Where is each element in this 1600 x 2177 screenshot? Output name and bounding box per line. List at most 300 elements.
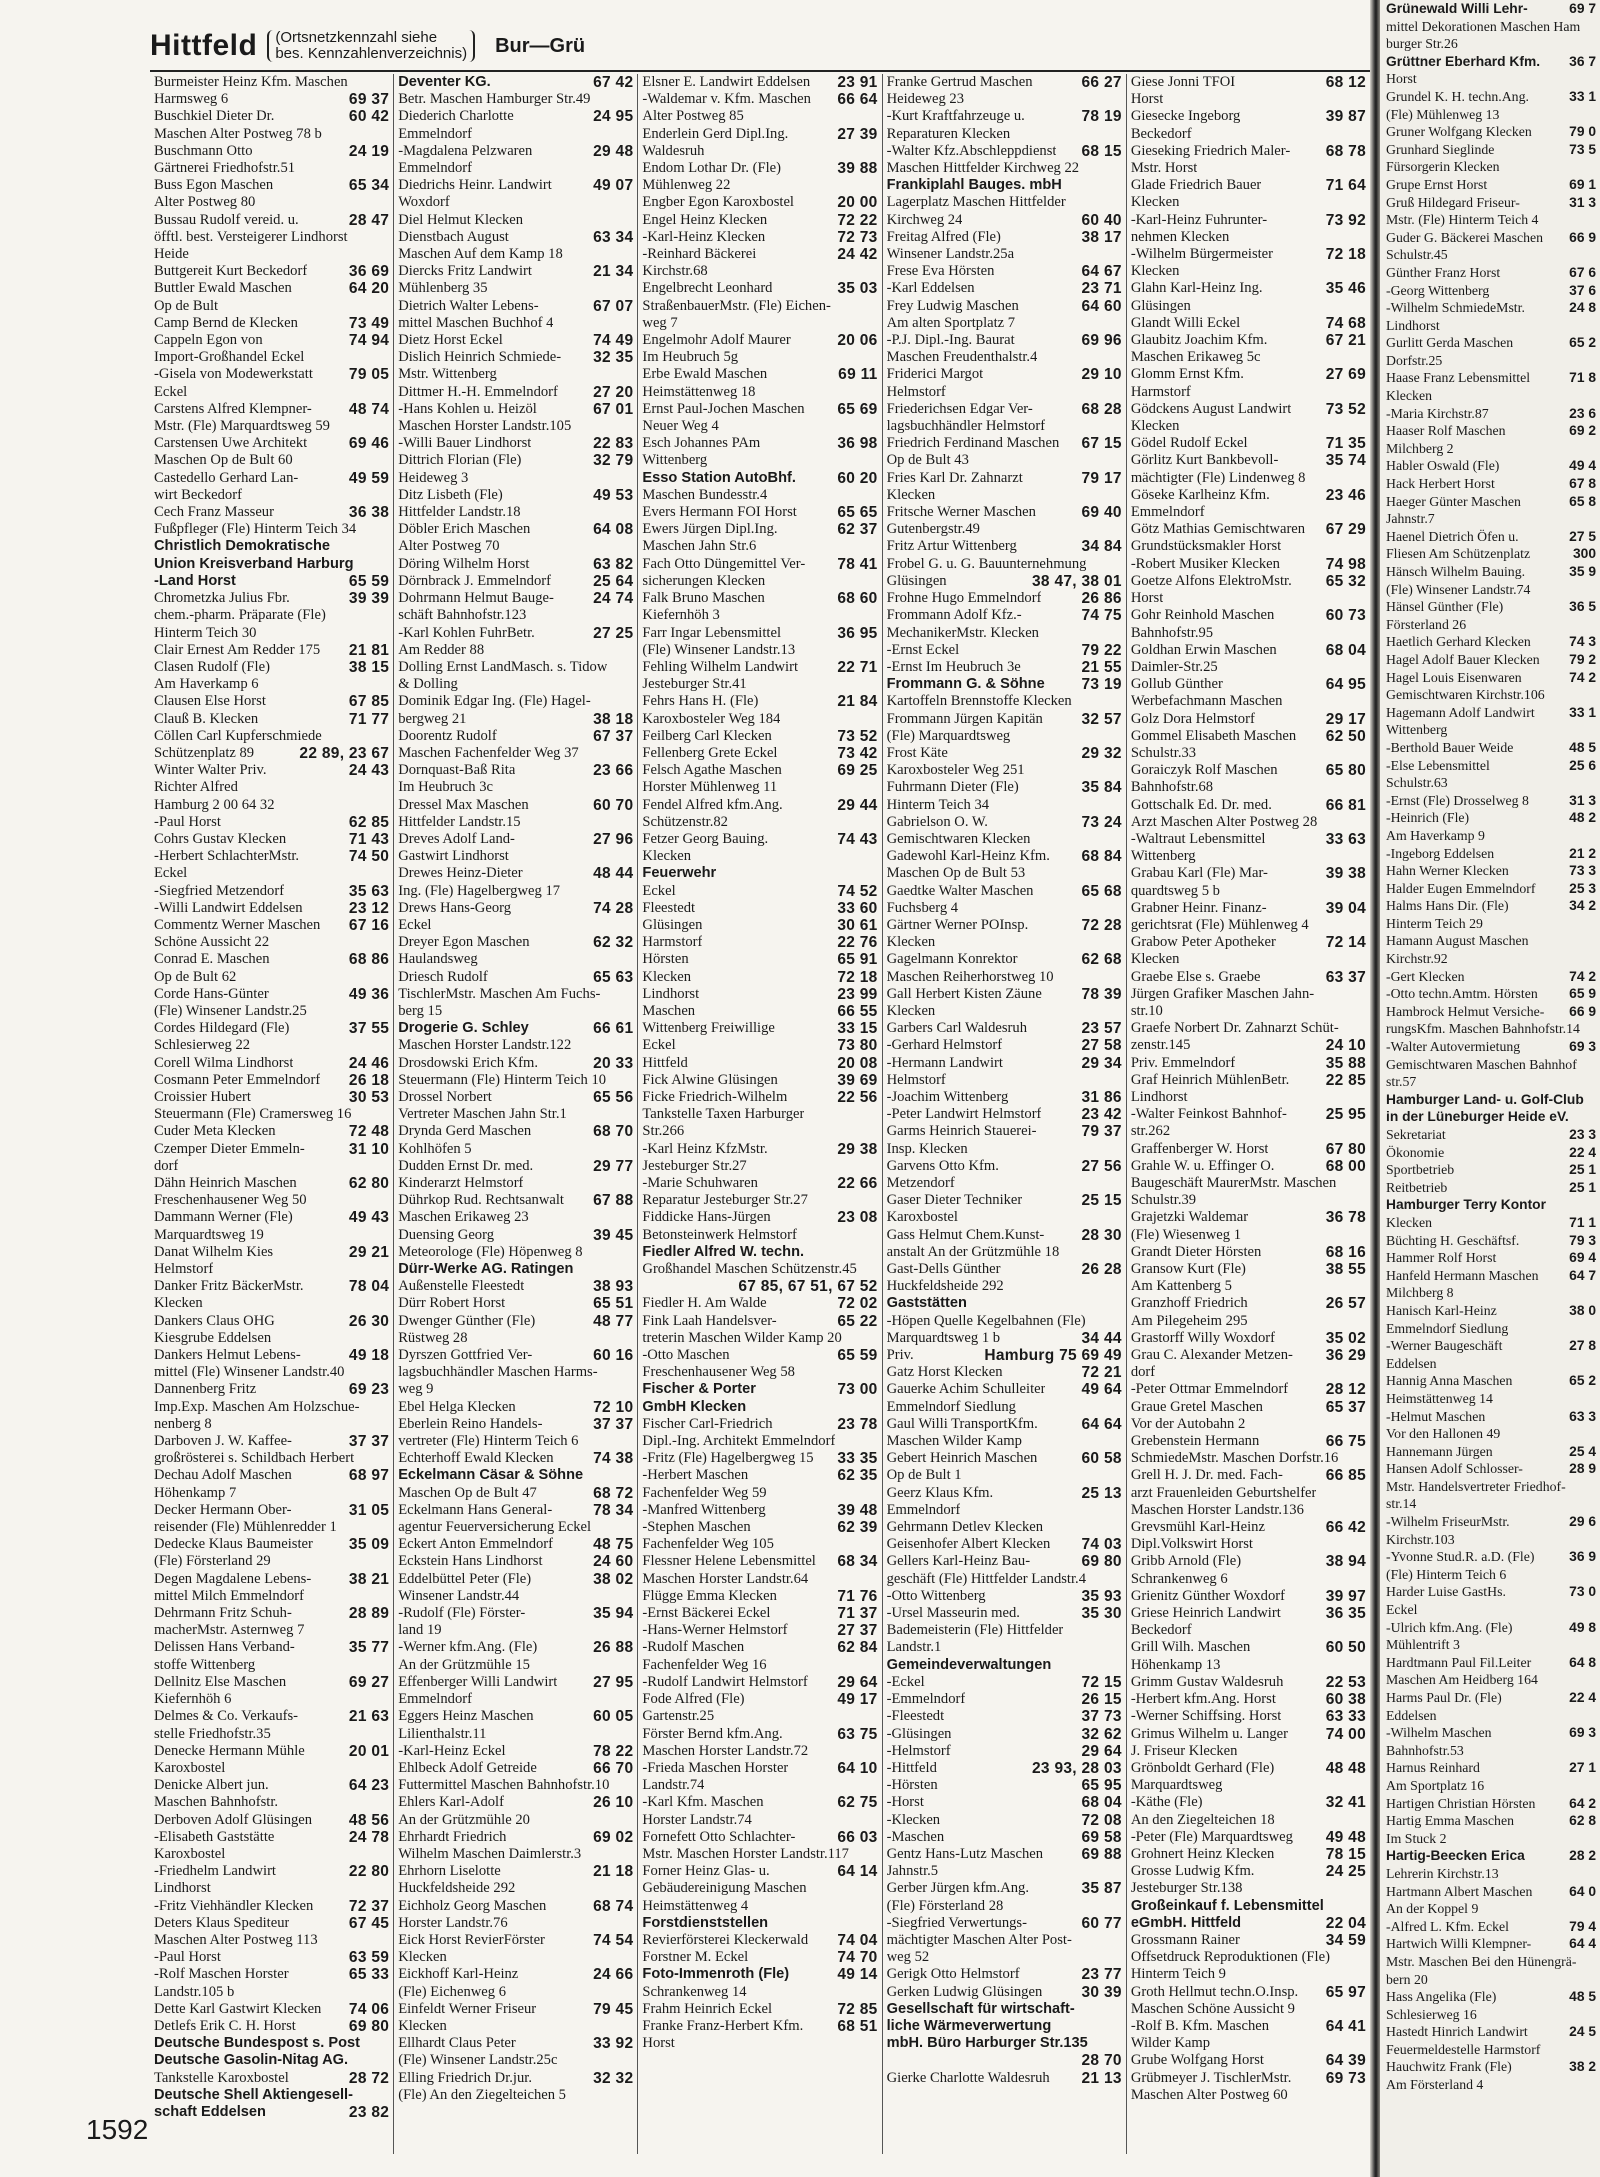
- entry-phone: 49 14: [837, 1966, 878, 1984]
- entry-name: Grüttner Eberhard Kfm.: [1386, 53, 1541, 69]
- entry-phone: 72 48: [348, 1123, 390, 1141]
- listing-entry: [642, 263, 877, 280]
- entry-phone: 65 37: [1325, 1398, 1367, 1416]
- listing-entry: [887, 194, 1122, 211]
- entry-name: Imp.Exp. Maschen Am Holzschue-: [154, 1398, 360, 1415]
- entry-name: Höhenkamp 13: [1130, 1656, 1221, 1673]
- listing-entry: [398, 883, 633, 900]
- entry-name: Felsch Agathe Maschen: [642, 762, 782, 779]
- entry-name: Milchberg 8: [1386, 1285, 1454, 1301]
- entry-name: Maschen Alter Postweg 113: [154, 1931, 318, 1948]
- entry-name: mbH. Büro Harburger Str.135: [886, 2035, 1088, 2052]
- listing-entry: [1380, 1179, 1600, 1197]
- listing-entry: [398, 74, 633, 91]
- entry-name: str.57: [1386, 1074, 1417, 1090]
- entry-name: Eberlein Reino Handels-: [398, 1415, 543, 1432]
- entry-phone: 68 60: [837, 590, 878, 608]
- entry-name: Ficke Friedrich-Wilhelm: [642, 1088, 788, 1105]
- entry-phone: 66 03: [837, 1828, 878, 1846]
- listing-entry: [1380, 1830, 1600, 1848]
- entry-name: Bahnhofstr.53: [1386, 1742, 1464, 1758]
- listing-entry: [887, 108, 1122, 125]
- entry-phone: 69 96: [1081, 332, 1122, 350]
- entry-phone: 65 91: [837, 951, 878, 969]
- listing-entry: [398, 1588, 633, 1605]
- entry-phone: 31 3: [1569, 194, 1596, 210]
- entry-phone: 35 63: [348, 882, 390, 900]
- entry-name: Mstr. Wittenberg: [398, 366, 497, 383]
- listing-entry: [887, 1502, 1122, 1519]
- listing-entry: [642, 504, 877, 521]
- listing-entry: [887, 212, 1122, 229]
- listing-entry: [1380, 1636, 1600, 1654]
- entry-phone: 79 05: [348, 366, 390, 384]
- entry-name: Hardtmann Paul Fil.Leiter: [1386, 1654, 1532, 1670]
- entry-name: Neuer Weg 4: [642, 418, 719, 435]
- entry-phone: 78 39: [1081, 985, 1122, 1003]
- listing-entry: [887, 143, 1122, 160]
- entry-name: Dannenberg Fritz: [154, 1381, 257, 1398]
- entry-name: Dette Karl Gastwirt Klecken: [154, 2000, 322, 2017]
- entry-phone: 20 08: [837, 1054, 878, 1072]
- listing-entry: [1131, 74, 1366, 91]
- entry-name: -Klecken: [886, 1811, 941, 1828]
- listing-entry: [887, 1450, 1122, 1467]
- listing-entry: [1380, 1548, 1600, 1566]
- listing-entry: [154, 625, 389, 642]
- listing-entry: [887, 1209, 1122, 1226]
- listing-entry: [642, 1003, 877, 1020]
- entry-name: Maschen Alter Postweg 60: [1130, 2086, 1288, 2103]
- entry-phone: 35 03: [837, 280, 878, 298]
- listing-entry: [1380, 1390, 1600, 1408]
- listing-entry: [642, 177, 877, 194]
- entry-name: stoffe Wittenberg: [154, 1656, 256, 1673]
- listing-entry: [154, 1192, 389, 1209]
- listing-entry: [1380, 1742, 1600, 1760]
- entry-name: Steuermann (Fle) Hinterm Teich 10: [398, 1071, 607, 1088]
- entry-phone: 62 39: [837, 1519, 878, 1537]
- entry-phone: 69 3: [1569, 1039, 1596, 1055]
- listing-entry: [398, 315, 633, 332]
- listing-entry: [154, 1278, 389, 1295]
- entry-name: Metzendorf: [886, 1175, 955, 1191]
- entry-name: -Siegfried Metzendorf: [154, 882, 285, 899]
- entry-name: Gastwirt Lindhorst: [398, 848, 509, 865]
- listing-entry: [154, 590, 389, 607]
- entry-name: str.10: [1130, 1002, 1163, 1019]
- entry-name: -Wilhelm FriseurMstr.: [1386, 1514, 1510, 1530]
- entry-phone: 29 64: [837, 1673, 878, 1691]
- entry-phone: 33 63: [1325, 830, 1367, 848]
- entry-name: Förster Bernd kfm.Ang.: [642, 1725, 783, 1742]
- entry-name: Fürsorgerin Klecken: [1386, 159, 1500, 175]
- entry-name: Schulstr.39: [1130, 1192, 1197, 1209]
- entry-phone: 64 2: [1569, 1795, 1596, 1811]
- listing-entry: [887, 246, 1122, 263]
- entry-name: Klecken: [1386, 1214, 1432, 1230]
- listing-entry: [154, 1072, 389, 1089]
- listing-entry: [1380, 1408, 1600, 1426]
- listing-entry: [1380, 123, 1600, 141]
- entry-name: Gerken Ludwig Glüsingen: [886, 1983, 1043, 2000]
- listing-entry: [1380, 1144, 1600, 1162]
- entry-phone: 68 72: [593, 1484, 634, 1502]
- entry-name: Eckelmann Hans General-: [398, 1501, 553, 1518]
- entry-name: Helmstorf: [154, 1261, 214, 1278]
- listing-entry: [887, 556, 1122, 573]
- entry-name: -Karl Eddelsen: [886, 280, 975, 297]
- listing-entry: [1131, 349, 1366, 366]
- entry-phone: 78 34: [593, 1501, 634, 1519]
- entry-name: -Rudolf (Fle) Förster-: [398, 1605, 526, 1622]
- entry-phone: 38 93: [593, 1278, 634, 1296]
- entry-phone: 79 3: [1569, 1232, 1596, 1248]
- entry-name: Cohrs Gustav Klecken: [154, 830, 287, 847]
- entry-name: Maschen Erikaweg 5c: [1130, 349, 1261, 366]
- listing-entry: [154, 1209, 389, 1226]
- entry-name: Hartwich Willi Klempner-: [1386, 1936, 1532, 1952]
- listing-entry: [1380, 528, 1600, 546]
- entry-name: Friederichsen Edgar Ver-: [886, 400, 1033, 417]
- entry-name: Heide: [154, 246, 189, 263]
- entry-name: Beckedorf: [1130, 125, 1192, 142]
- entry-name: -Ernst Eckel: [886, 641, 960, 658]
- entry-name: Haenel Dietrich Öfen u.: [1386, 528, 1519, 544]
- entry-name: SchmiedeMstr. Maschen Dorfstr.16: [1130, 1450, 1339, 1467]
- listing-entry: [887, 1984, 1122, 2001]
- entry-phone: 65 65: [837, 504, 878, 522]
- entry-name: Gall Herbert Kisten Zäune: [886, 985, 1042, 1002]
- entry-phone: 28 12: [1325, 1381, 1367, 1399]
- listing-entry: [1380, 1935, 1600, 1953]
- entry-name: Frey Ludwig Maschen: [886, 297, 1019, 314]
- entry-phone: 72 15: [1081, 1673, 1122, 1691]
- entry-name: -Friedhelm Landwirt: [154, 1863, 276, 1880]
- entry-name: Maschen Bahnhofstr.: [154, 1794, 279, 1811]
- listing-entry: [154, 1313, 389, 1330]
- entry-name: -Hörsten: [886, 1777, 938, 1794]
- entry-name: Frobel G. u. G. Bauunternehmung: [886, 555, 1087, 572]
- listing-entry: [154, 814, 389, 831]
- entry-name: Op de Bult 1: [886, 1467, 962, 1484]
- listing-entry: [398, 1467, 633, 1484]
- entry-name: Engelbrecht Leonhard: [642, 280, 773, 297]
- listing-entry: [1380, 369, 1600, 387]
- listing-entry: [1131, 1381, 1366, 1398]
- listing-entry: [154, 1760, 389, 1777]
- listing-entry: [1380, 1056, 1600, 1074]
- entry-name: mittel Dekorationen Maschen Ham: [1386, 18, 1581, 34]
- listing-entry: [154, 1399, 389, 1416]
- listing-entry: [642, 1450, 877, 1467]
- listing-entry: [1380, 1460, 1600, 1478]
- entry-name: Giesecke Ingeborg: [1130, 108, 1241, 125]
- listing-entry: [154, 1536, 389, 1553]
- entry-phone: 68 15: [1081, 142, 1122, 160]
- entry-name: Waldesruh: [642, 142, 705, 159]
- entry-name: Klecken: [1130, 418, 1180, 435]
- entry-phone: 22 85: [1325, 1071, 1367, 1089]
- listing-entry: [398, 194, 633, 211]
- listing-entry: [642, 1536, 877, 1553]
- entry-name: Landstr.74: [642, 1777, 705, 1794]
- entry-name: Op de Bult 62: [154, 968, 237, 985]
- listing-entry: [398, 1399, 633, 1416]
- entry-name: -Karl Heinz KfzMstr.: [642, 1140, 768, 1157]
- entry-name: Halder Eugen Emmelndorf: [1386, 880, 1536, 896]
- entry-name: Grundstücksmakler Horst: [1130, 538, 1282, 555]
- entry-phone: 33 92: [593, 2035, 634, 2053]
- entry-phone: 62 50: [1325, 727, 1367, 745]
- entry-name: Höhenkamp 7: [154, 1484, 237, 1501]
- entry-name: Glüsingen: [1130, 297, 1191, 314]
- listing-entry: [398, 487, 633, 504]
- entry-name: Diercks Fritz Landwirt: [398, 263, 532, 280]
- entry-phone: 24 43: [348, 762, 390, 780]
- entry-name: -Rudolf Landwirt Helmstorf: [642, 1673, 808, 1690]
- entry-name: Doorentz Rudolf: [398, 727, 497, 744]
- listing-entry: [642, 1502, 877, 1519]
- listing-entry: [1131, 1399, 1366, 1416]
- entry-phone: 29 48: [593, 142, 634, 160]
- entry-name: Großeinkauf f. Lebensmittel: [1130, 1897, 1324, 1914]
- entry-name: Dittmer H.-H. Emmelndorf: [398, 383, 558, 400]
- entry-name: Klecken: [1130, 194, 1180, 211]
- entry-name: Graebe Else s. Graebe: [1130, 968, 1261, 985]
- entry-phone: 28 30: [1081, 1226, 1122, 1244]
- entry-phone: 20 06: [837, 332, 878, 350]
- entry-phone: 69 58: [1081, 1828, 1122, 1846]
- entry-name: Großhandel Maschen Schützenstr.45: [642, 1261, 857, 1278]
- listing-entry: [154, 108, 389, 125]
- entry-phone: 23 78: [837, 1415, 878, 1433]
- entry-name: Maschen Horster Landstr.64: [642, 1570, 809, 1587]
- listing-entry: [887, 625, 1122, 642]
- entry-phone: 65 59: [348, 572, 390, 590]
- listing-entry: [887, 1571, 1122, 1588]
- entry-name: vertreter (Fle) Hinterm Teich 6: [398, 1433, 579, 1450]
- listing-entry: [398, 470, 633, 487]
- listing-entry: [154, 1743, 389, 1760]
- entry-name: Lindhorst: [642, 985, 700, 1002]
- listing-entry: [1380, 897, 1600, 915]
- listing-entry: [1131, 366, 1366, 383]
- listing-entry: [1380, 545, 1600, 563]
- listing-entry: [398, 1364, 633, 1381]
- entry-name: Grimus Wilhelm u. Langer: [1130, 1725, 1289, 1742]
- entry-name: Glaubitz Joachim Kfm.: [1130, 332, 1268, 349]
- entry-name: Cech Franz Masseur: [154, 504, 274, 521]
- entry-phone: 60 20: [837, 469, 878, 487]
- listing-entry: [398, 1381, 633, 1398]
- listing-entry: [154, 986, 389, 1003]
- entry-name: Union Kreisverband Harburg: [154, 555, 354, 572]
- entry-name: mittel Milch Emmelndorf: [154, 1587, 304, 1604]
- entry-name: Baugeschäft MaurerMstr. Maschen: [1130, 1175, 1337, 1191]
- listing-entry: [1131, 126, 1366, 143]
- listing-entry: [1131, 745, 1366, 762]
- entry-name: Maschen Op de Bult 47: [398, 1484, 537, 1501]
- entry-name: Grimm Gustav Waldesruh: [1130, 1673, 1284, 1690]
- entry-name: Maschen Am Heidberg 164: [1386, 1672, 1538, 1688]
- entry-name: Gabrielson O. W.: [886, 813, 988, 830]
- listing-entry: [398, 1330, 633, 1347]
- entry-name: -Alfred L. Kfm. Eckel: [1386, 1918, 1509, 1934]
- entry-name: Christlich Demokratische: [154, 538, 330, 555]
- listing-entry: [154, 1829, 389, 1846]
- name-range: Bur—Grü: [495, 34, 586, 57]
- entry-phone: 65 59: [837, 1347, 878, 1365]
- entry-name: (Fle) Wiesenweg 1: [1130, 1226, 1241, 1243]
- listing-entry: [1380, 106, 1600, 124]
- listing-entry: [398, 1089, 633, 1106]
- listing-entry: [1380, 2006, 1600, 2024]
- entry-phone: 35 02: [1325, 1329, 1367, 1347]
- listing-entry: [154, 642, 389, 659]
- entry-name: -Gerhard Helmstorf: [886, 1037, 1003, 1054]
- entry-name: Grube Wolfgang Horst: [1130, 2052, 1264, 2069]
- entry-name: Schützenstr.82: [642, 813, 728, 830]
- entry-phone: 62 37: [837, 521, 878, 539]
- listing-entry: [642, 1158, 877, 1175]
- listing-entry: [398, 676, 633, 693]
- entry-phone: 21 18: [593, 1863, 634, 1881]
- entry-phone: 72 37: [348, 1897, 390, 1915]
- entry-phone: 22 89, 23 67: [299, 744, 390, 762]
- book-gutter: [1370, 0, 1380, 2177]
- entry-name: Klecken: [886, 486, 936, 503]
- listing-entry: [642, 1399, 877, 1416]
- listing-entry: [887, 384, 1122, 401]
- entry-name: liche Wärmeverwertung: [886, 2017, 1052, 2034]
- entry-name: -Ernst Im Heubruch 3e: [886, 658, 1021, 675]
- entry-name: Drews Hans-Georg: [398, 899, 512, 916]
- listing-entry: [1131, 1622, 1366, 1639]
- entry-name: -P.J. Dipl.-Ing. Baurat: [886, 332, 1015, 349]
- entry-phone: 31 10: [348, 1140, 390, 1158]
- listing-entry: [642, 401, 877, 418]
- entry-name: Futtermittel Maschen Bahnhofstr.10: [398, 1777, 610, 1794]
- listing-entry: [398, 951, 633, 968]
- listing-entry: [1380, 616, 1600, 634]
- listing-entry: [1131, 418, 1366, 435]
- entry-phone: 79 17: [1081, 469, 1122, 487]
- entry-name: Haase Franz Lebensmittel: [1386, 370, 1531, 386]
- entry-name: Maschen Op de Bult 60: [154, 452, 293, 469]
- entry-phone: 36 78: [1325, 1209, 1367, 1227]
- listing-entry: [887, 315, 1122, 332]
- listing-entry: [398, 401, 633, 418]
- entry-name: Winsener Landstr.25a: [886, 246, 1015, 263]
- page-header: [150, 24, 585, 68]
- entry-name: -Fleestedt: [886, 1708, 945, 1725]
- entry-name: Goldhan Erwin Maschen: [1130, 641, 1277, 658]
- entry-name: -Rolf B. Kfm. Maschen: [1130, 2017, 1270, 2034]
- entry-name: Hamburger Land- u. Golf-Club: [1386, 1091, 1584, 1107]
- entry-phone: 33 35: [837, 1450, 878, 1468]
- listing-entry: [154, 1915, 389, 1932]
- listing-entry: [642, 1553, 877, 1570]
- entry-name: Carstens Alfred Klempner-: [154, 400, 312, 417]
- entry-name: -Siegfried Verwertungs-: [886, 1914, 1027, 1931]
- listing-entry: [642, 1915, 877, 1932]
- entry-phone: 34 84: [1081, 538, 1122, 556]
- listing-entry: [154, 435, 389, 452]
- entry-name: Gemischtwaren Klecken: [886, 830, 1031, 847]
- entry-name: -Karl Kohlen FuhrBetr.: [398, 624, 535, 641]
- entry-name: Forner Heinz Glas- u.: [642, 1863, 770, 1880]
- listing-entry: [1131, 1020, 1366, 1037]
- listing-entry: [887, 1072, 1122, 1089]
- listing-entry: [642, 1467, 877, 1484]
- listing-entry: [154, 1089, 389, 1106]
- listing-entry: [887, 280, 1122, 297]
- listing-entry: [642, 556, 877, 573]
- entry-name: Grossmann Rainer: [1130, 1931, 1240, 1948]
- listing-entry: [1131, 280, 1366, 297]
- entry-name: -Otto techn.Amtm. Hörsten: [1386, 986, 1538, 1002]
- listing-entry: [154, 1639, 389, 1656]
- listing-entry: [887, 126, 1122, 143]
- listing-entry: [1131, 1829, 1366, 1846]
- listing-entry: [398, 143, 633, 160]
- listing-entry: [642, 1691, 877, 1708]
- entry-name: Burmeister Heinz Kfm. Maschen: [154, 74, 348, 90]
- listing-entry: [398, 625, 633, 642]
- listing-entry: [642, 865, 877, 882]
- listing-entry: [1131, 160, 1366, 177]
- entry-phone: 72 18: [837, 968, 878, 986]
- listing-entry: [1131, 779, 1366, 796]
- entry-name: Göseke Karlheinz Kfm.: [1130, 486, 1270, 503]
- entry-name: Castedello Gerhard Lan-: [154, 469, 299, 486]
- entry-phone: 36 5: [1569, 599, 1596, 615]
- entry-phone: 38 18: [593, 710, 634, 728]
- listing-entry: [1380, 880, 1600, 898]
- entry-name: Görlitz Kurt Bankbevoll-: [1130, 452, 1279, 469]
- entry-name: Grupe Ernst Horst: [1386, 176, 1488, 192]
- entry-phone: 72 18: [1325, 246, 1367, 264]
- listing-entry: [642, 521, 877, 538]
- entry-phone: 23 91: [837, 74, 878, 91]
- listing-entry: [154, 349, 389, 366]
- entry-phone: 27 95: [593, 1673, 634, 1691]
- listing-entry: [1380, 0, 1600, 18]
- entry-phone: 36 95: [837, 624, 878, 642]
- entry-phone: 62 32: [593, 934, 634, 952]
- listing-entry: [887, 1605, 1122, 1622]
- listing-entry: [1380, 1372, 1600, 1390]
- entry-phone: 65 97: [1325, 1983, 1367, 2001]
- entry-name: -Paul Horst: [154, 1949, 221, 1966]
- listing-entry: [642, 452, 877, 469]
- entry-phone: 68 70: [593, 1123, 634, 1141]
- listing-entry: [154, 177, 389, 194]
- listing-entry: [1380, 1108, 1600, 1126]
- entry-phone: 24 46: [348, 1054, 390, 1072]
- entry-phone: 72 73: [837, 228, 878, 246]
- entry-name: zenstr.145: [1130, 1037, 1191, 1054]
- entry-name: wirt Beckedorf: [154, 486, 242, 503]
- entry-phone: 21 55: [1081, 658, 1122, 676]
- listing-entry: [398, 1106, 633, 1123]
- entry-name: Flügge Emma Klecken: [642, 1587, 777, 1604]
- listing-entry: [398, 1416, 633, 1433]
- entry-name: Import-Großhandel Eckel: [154, 349, 305, 366]
- entry-name: eGmbH. Hittfeld: [1130, 1914, 1242, 1931]
- entry-name: Gerber Jürgen kfm.Ang.: [886, 1880, 1029, 1897]
